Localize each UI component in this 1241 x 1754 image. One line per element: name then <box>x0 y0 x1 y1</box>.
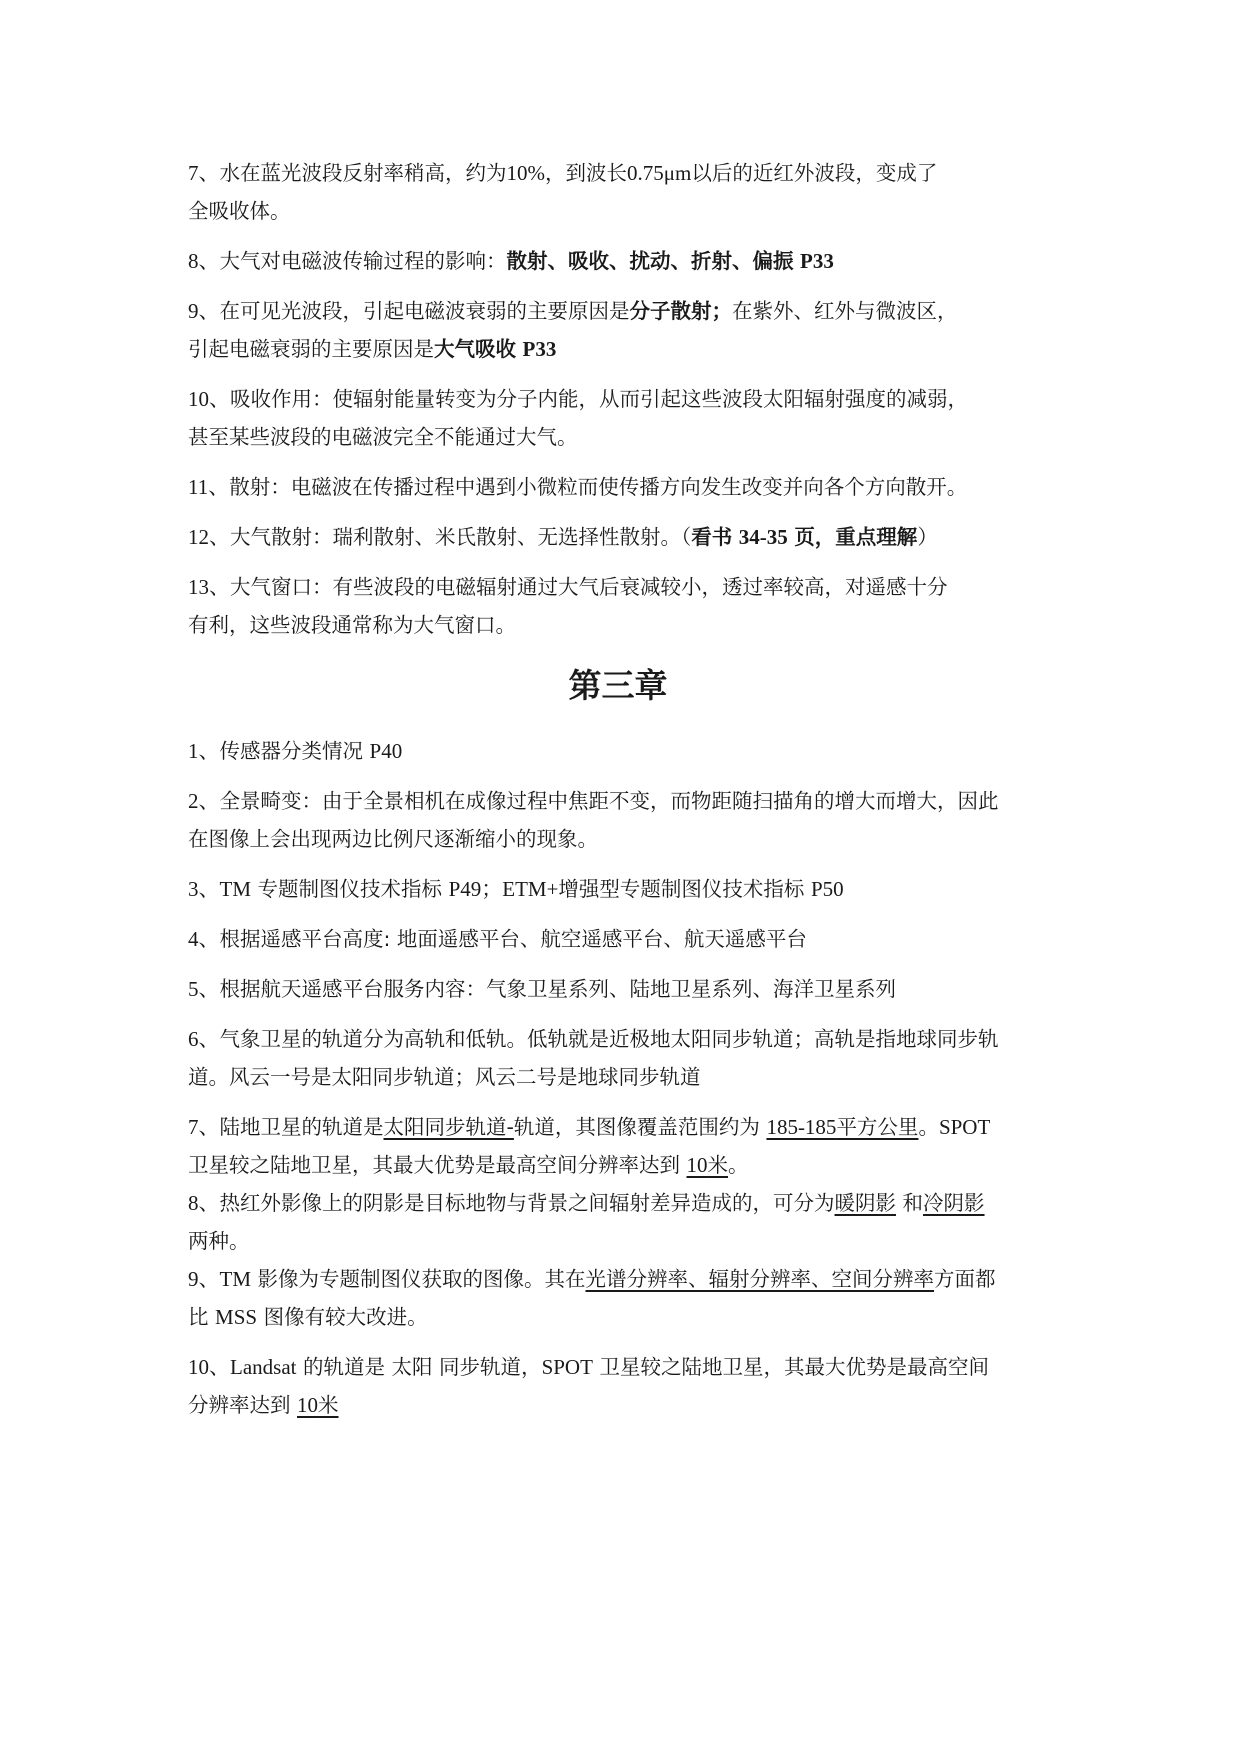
ch3-item-4-platform-height: 4、根据遥感平台高度: 地面遥感平台、航空遥感平台、航天遥感平台 <box>188 927 807 951</box>
ch3-item-2-panoramic-distortion: 2、全景畸变：由于全景相机在成像过程中焦距不变，而物距随扫描角的增大而增大，因此 在图像上会出现两边比例尺逐渐缩小的现象。 <box>188 789 999 851</box>
ch3-item-6-weather-satellite-orbits: 6、气象卫星的轨道分为高轨和低轨。低轨就是近极地太阳同步轨道；高轨是指地球同步轨 道。风云一号是太阳同步轨道；风云二号是地球同步轨道 <box>188 1027 999 1089</box>
item-10-absorption: 10、吸收作用：使辐射能量转变为分子内能，从而引起这些波段太阳辐射强度的减弱， 甚至某些波段的电磁波完全不能通过大气。 <box>188 387 968 449</box>
ch3-item-7-land-satellite-orbit: 7、陆地卫星的轨道是太阳同步轨道-轨道，其图像覆盖范围约为 185-185平方公里。SPOT 卫星较之陆地卫星，其最大优势是最高空间分辨率达到 10米。 <box>188 1115 991 1177</box>
item-13-atmospheric-window: 13、大气窗口：有些波段的电磁辐射通过大气后衰减较小，透过率较高，对遥感十分 有利，这些波段通常称为大气窗口。 <box>188 575 948 637</box>
document-content <box>188 154 1088 1436</box>
ch3-item-5-platform-service: 5、根据航天遥感平台服务内容：气象卫星系列、陆地卫星系列、海洋卫星系列 <box>188 977 896 1001</box>
chapter-3-heading: 第三章 <box>568 666 668 705</box>
ch3-item-3-tm-etm-specs: 3、TM 专题制图仪技术指标 P49；ETM+增强型专题制图仪技术指标 P50 <box>188 877 844 901</box>
item-9-attenuation-causes: 9、在可见光波段，引起电磁波衰弱的主要原因是分子散射；在紫外、红外与微波区， 引起电磁衰弱的主要原因是大气吸收 P33 <box>188 299 958 361</box>
ch3-item-10-landsat-orbit: 10、Landsat 的轨道是 太阳 同步轨道，SPOT 卫星较之陆地卫星，其最大优势是最高空间 分辨率达到 10米 <box>188 1355 989 1417</box>
item-8-atmosphere-effects: 8、大气对电磁波传输过程的影响：散射、吸收、扰动、折射、偏振 P33 <box>188 249 834 273</box>
ch3-item-9-tm-imagery: 9、TM 影像为专题制图仪获取的图像。其在光谱分辨率、辐射分辨率、空间分辨率方面都 比 MSS 图像有较大改进。 <box>188 1267 996 1329</box>
item-11-scattering: 11、散射：电磁波在传播过程中遇到小微粒而使传播方向发生改变并向各个方向散开。 <box>188 475 968 499</box>
ch3-item-1-sensor-classification: 1、传感器分类情况 P40 <box>188 739 403 763</box>
item-7-water-reflectance: 7、水在蓝光波段反射率稍高，约为10%，到波长0.75μm以后的近红外波段，变成了 全吸收体。 <box>188 161 938 223</box>
item-12-atmospheric-scattering: 12、大气散射：瑞利散射、米氏散射、无选择性散射。（看书 34-35 页，重点理解） <box>188 525 938 549</box>
ch3-item-8-thermal-shadow: 8、热红外影像上的阴影是目标地物与背景之间辐射差异造成的，可分为暖阴影 和冷阴影 两种。 <box>188 1191 985 1253</box>
